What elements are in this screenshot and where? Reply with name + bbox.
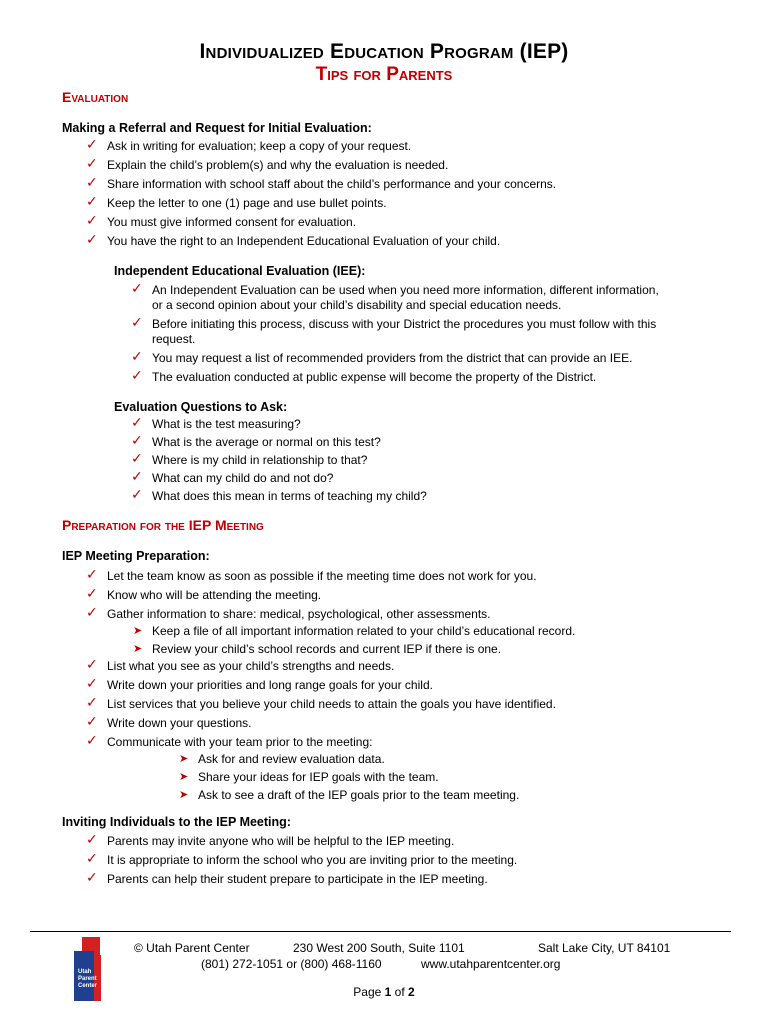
list-item: ✓ Write down your priorities and long range goals for your child. bbox=[86, 675, 433, 692]
checkmark-icon: ✓ bbox=[131, 314, 143, 330]
section-heading-preparation: Preparation for the IEP Meeting bbox=[62, 517, 264, 533]
list-item: ✓ What does this mean in terms of teaching my child? bbox=[131, 486, 427, 503]
list-item: ✓ Explain the child’s problem(s) and why the evaluation is needed. bbox=[86, 155, 449, 172]
list-item: ✓ List services that you believe your child needs to attain the goals you have identified. bbox=[86, 694, 556, 711]
footer-address: 230 West 200 South, Suite 1101 bbox=[293, 941, 465, 955]
checkmark-icon: ✓ bbox=[131, 280, 143, 296]
list-item: ✓ Let the team know as soon as possible if the meeting time does not work for you. bbox=[86, 566, 537, 583]
checkmark-icon: ✓ bbox=[86, 732, 98, 748]
list-item: ✓ An Independent Evaluation can be used when you need more information, different information, or a second opinion about your child’s disability and special education needs. bbox=[131, 280, 659, 312]
checkmark-icon: ✓ bbox=[86, 193, 98, 209]
checkmark-icon: ✓ bbox=[131, 450, 143, 466]
list-item: ✓ Keep the letter to one (1) page and use bullet points. bbox=[86, 193, 387, 210]
checkmark-icon: ✓ bbox=[131, 414, 143, 430]
checkmark-icon: ✓ bbox=[86, 212, 98, 228]
iee-list bbox=[131, 280, 672, 389]
list-item: ✓ You must give informed consent for evaluation. bbox=[86, 212, 357, 229]
checkmark-icon: ✓ bbox=[86, 604, 98, 620]
list-item: ➤ Share your ideas for IEP goals with the team. bbox=[179, 770, 439, 784]
arrow-bullet-icon: ➤ bbox=[179, 789, 189, 801]
checkmark-icon: ✓ bbox=[86, 585, 98, 601]
checkmark-icon: ✓ bbox=[86, 675, 98, 691]
section-heading-evaluation: Evaluation bbox=[62, 89, 129, 105]
document-subtitle: Tips for Parents bbox=[315, 64, 453, 85]
footer-org: © Utah Parent Center bbox=[134, 941, 250, 955]
list-item: ➤ Ask to see a draft of the IEP goals prior to the team meeting. bbox=[179, 788, 520, 802]
checkmark-icon: ✓ bbox=[86, 155, 98, 171]
list-item: ✓ It is appropriate to inform the school who you are inviting prior to the meeting. bbox=[86, 850, 518, 867]
questions-title: Evaluation Questions to Ask: bbox=[114, 400, 288, 414]
meeting-prep-sublist-b bbox=[179, 752, 658, 806]
referral-title: Making a Referral and Request for Initial Evaluation: bbox=[62, 121, 372, 135]
footer-divider bbox=[30, 931, 731, 932]
checkmark-icon: ✓ bbox=[86, 869, 98, 885]
meeting-prep-title: IEP Meeting Preparation: bbox=[62, 549, 210, 563]
checkmark-icon: ✓ bbox=[131, 486, 143, 502]
list-item: ✓ Ask in writing for evaluation; keep a copy of your request. bbox=[86, 136, 412, 153]
list-item: ➤ Review your child’s school records and current IEP if there is one. bbox=[133, 642, 502, 656]
iee-title: Independent Educational Evaluation (IEE): bbox=[114, 264, 366, 278]
arrow-bullet-icon: ➤ bbox=[133, 643, 143, 655]
list-item: ✓ What is the test measuring? bbox=[131, 414, 301, 431]
list-item: ✓ You may request a list of recommended providers from the district that can provide an IEE. bbox=[131, 348, 633, 365]
list-item: ✓ Before initiating this process, discuss with your District the procedures you must follow with this request. bbox=[131, 314, 657, 346]
list-item: ✓ Parents may invite anyone who will be helpful to the IEP meeting. bbox=[86, 831, 455, 848]
checkmark-icon: ✓ bbox=[131, 348, 143, 364]
meeting-prep-sublist-a bbox=[133, 624, 672, 660]
checkmark-icon: ✓ bbox=[86, 136, 98, 152]
list-item: ✓ Write down your questions. bbox=[86, 713, 252, 730]
meeting-prep-list-a bbox=[86, 566, 707, 626]
svg-text:Center: Center bbox=[78, 983, 98, 989]
list-item: ✓ Know who will be attending the meeting. bbox=[86, 585, 322, 602]
list-item: ✓ Share information with school staff about the child’s performance and your concerns. bbox=[86, 174, 557, 191]
arrow-bullet-icon: ➤ bbox=[179, 753, 189, 765]
checkmark-icon: ✓ bbox=[131, 468, 143, 484]
meeting-prep-list-b bbox=[86, 656, 707, 754]
footer-website[interactable]: www.utahparentcenter.org bbox=[421, 957, 561, 971]
list-item: ✓ The evaluation conducted at public expense will become the property of the District. bbox=[131, 367, 597, 384]
checkmark-icon: ✓ bbox=[86, 831, 98, 847]
checkmark-icon: ✓ bbox=[86, 713, 98, 729]
page-number: Page 1 of 2 bbox=[353, 985, 415, 999]
checkmark-icon: ✓ bbox=[86, 174, 98, 190]
checkmark-icon: ✓ bbox=[86, 566, 98, 582]
list-item: ✓ Communicate with your team prior to the meeting: bbox=[86, 732, 373, 749]
inviting-title: Inviting Individuals to the IEP Meeting: bbox=[62, 815, 291, 829]
checkmark-icon: ✓ bbox=[131, 367, 143, 383]
list-item: ✓ Where is my child in relationship to that? bbox=[131, 450, 368, 467]
svg-text:Utah: Utah bbox=[78, 969, 92, 975]
list-item: ✓ What is the average or normal on this test? bbox=[131, 432, 381, 449]
checkmark-icon: ✓ bbox=[86, 231, 98, 247]
footer-city: Salt Lake City, UT 84101 bbox=[538, 941, 671, 955]
checkmark-icon: ✓ bbox=[86, 694, 98, 710]
arrow-bullet-icon: ➤ bbox=[133, 625, 143, 637]
list-item: ✓ List what you see as your child’s strengths and needs. bbox=[86, 656, 395, 673]
list-item: ✓ You have the right to an Independent Educational Evaluation of your child. bbox=[86, 231, 501, 248]
list-item: ✓ Parents can help their student prepare to participate in the IEP meeting. bbox=[86, 869, 488, 886]
checkmark-icon: ✓ bbox=[86, 656, 98, 672]
list-item: ➤ Keep a file of all important information related to your child’s educational record. bbox=[133, 624, 576, 638]
list-item: ➤ Ask for and review evaluation data. bbox=[179, 752, 385, 766]
list-item: ✓ What can my child do and not do? bbox=[131, 468, 334, 485]
arrow-bullet-icon: ➤ bbox=[179, 771, 189, 783]
inviting-list bbox=[86, 831, 707, 891]
referral-list bbox=[86, 136, 707, 253]
questions-list bbox=[131, 414, 672, 507]
svg-text:Parent: Parent bbox=[78, 976, 97, 982]
list-item: ✓ Gather information to share: medical, psychological, other assessments. bbox=[86, 604, 491, 621]
footer-phones: (801) 272-1051 or (800) 468-1160 bbox=[201, 957, 382, 971]
document-title: Individualized Education Program (IEP) bbox=[199, 40, 569, 63]
checkmark-icon: ✓ bbox=[86, 850, 98, 866]
checkmark-icon: ✓ bbox=[131, 432, 143, 448]
